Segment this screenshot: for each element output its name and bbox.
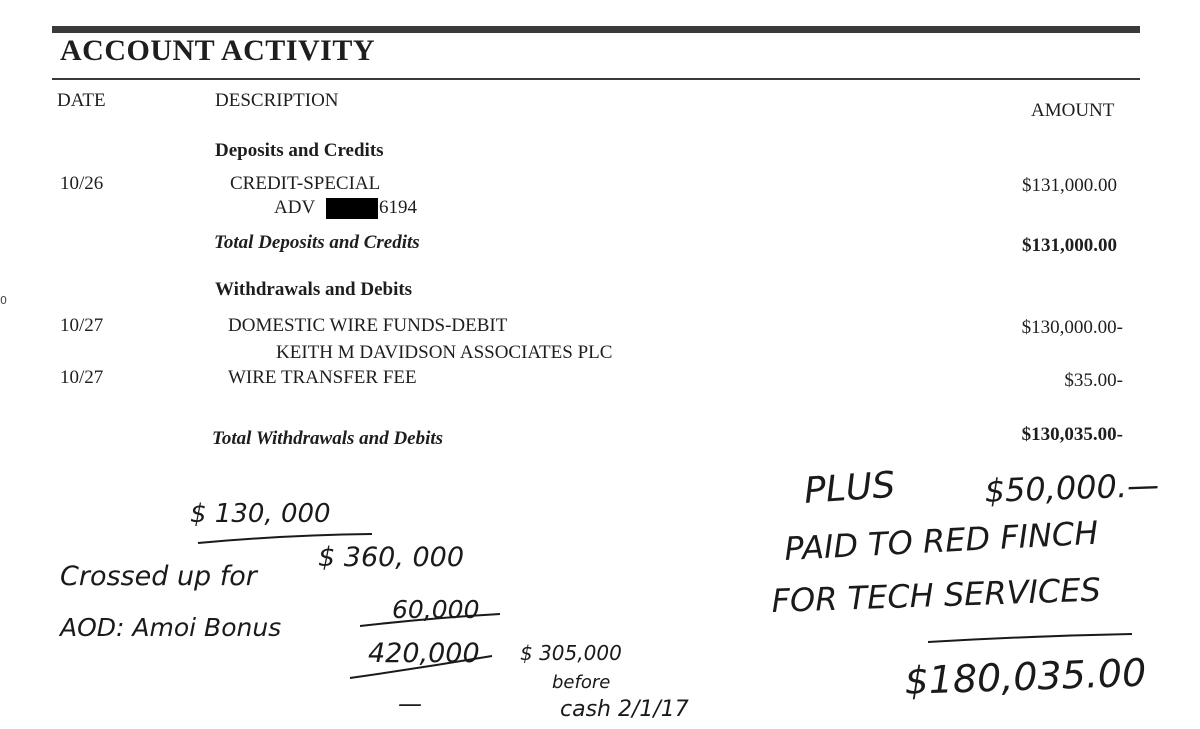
withdrawal-2-description: WIRE TRANSFER FEE (228, 367, 417, 388)
withdrawals-total-label: Total Withdrawals and Debits (212, 428, 444, 449)
withdrawal-1-amount: $130,000.00- (1021, 317, 1123, 338)
handwritten-crossed-up: Crossed up for (60, 561, 257, 592)
withdrawal-1-description: DOMESTIC WIRE FUNDS-DEBIT (228, 315, 508, 336)
deposit-date: 10/26 (60, 173, 104, 194)
withdrawal-2-amount: $35.00- (1064, 370, 1123, 391)
handwritten-total: $180,035.00 (903, 650, 1147, 703)
handwritten-60k: 60,000 (392, 595, 480, 624)
withdrawal-1-detail: KEITH M DAVIDSON ASSOCIATES PLC (276, 342, 613, 363)
deposit-amount: $131,000.00 (1022, 175, 1117, 196)
deposits-heading: Deposits and Credits (215, 140, 384, 161)
deposits-total-label: Total Deposits and Credits (214, 232, 420, 253)
amount-header: AMOUNT (1031, 100, 1115, 121)
withdrawal-2-date: 10/27 (60, 367, 104, 388)
handwritten-360k: $ 360, 000 (318, 542, 464, 573)
handwritten-scribble: — (398, 690, 422, 718)
handwritten-305k: $ 305,000 (520, 641, 622, 665)
handwritten-50k: $50,000.— (983, 465, 1160, 510)
deposit-detail-prefix: ADV (274, 197, 316, 218)
deposit-detail-suffix: 6194 (379, 197, 417, 218)
withdrawals-heading: Withdrawals and Debits (215, 279, 413, 300)
handwritten-420k: 420,000 (368, 638, 480, 669)
handwritten-add-bonus: AOD: Amoi Bonus (60, 613, 282, 642)
handwritten-paid-red-finch: PAID TO RED FINCH (783, 513, 1100, 568)
margin-mark: 0 (0, 294, 7, 307)
handwritten-initials: before (552, 672, 611, 693)
handwritten-plus: PLUS (802, 464, 897, 512)
withdrawal-1-date: 10/27 (60, 315, 104, 336)
page-title: ACCOUNT ACTIVITY (60, 34, 376, 67)
date-header: DATE (57, 90, 106, 111)
description-header: DESCRIPTION (215, 90, 339, 111)
handwritten-date-note: cash 2/1/17 (560, 697, 689, 722)
withdrawals-total-amount: $130,035.00- (1021, 424, 1123, 445)
handwritten-total-rule (928, 634, 1132, 642)
deposit-description: CREDIT-SPECIAL (230, 173, 381, 194)
handwritten-tech-services: FOR TECH SERVICES (770, 570, 1102, 620)
handwritten-130k: $ 130, 000 (190, 499, 331, 529)
deposits-total-amount: $131,000.00 (1022, 235, 1117, 256)
